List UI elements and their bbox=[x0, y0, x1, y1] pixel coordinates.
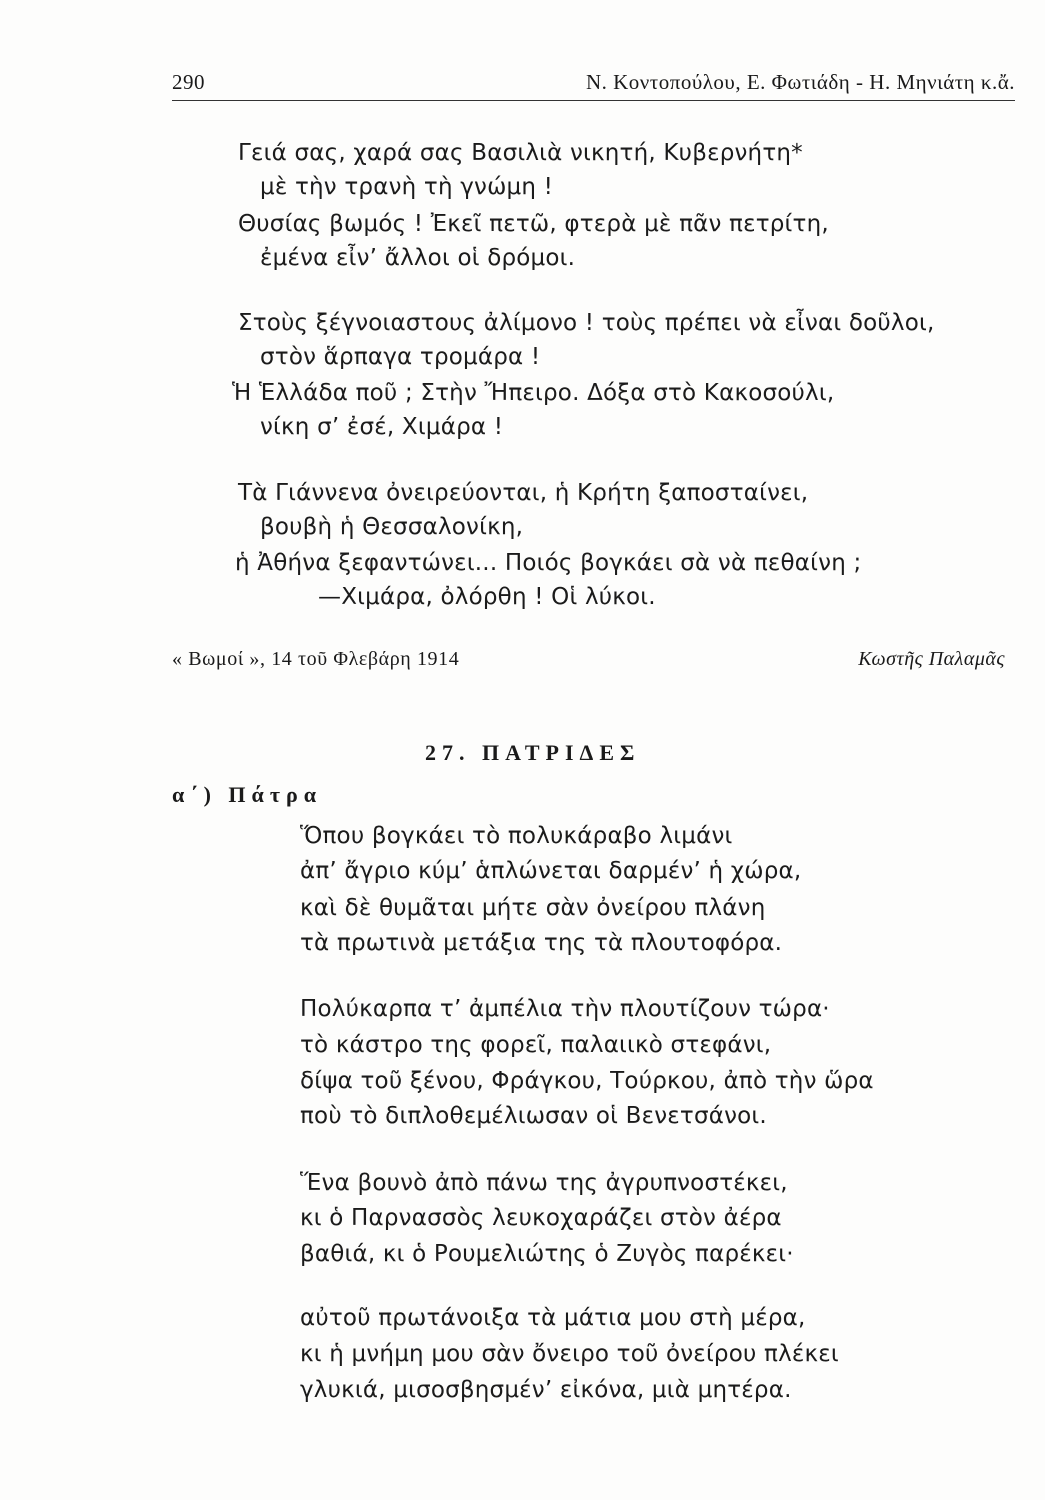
poem-line: γλυκιά, μισοσβησμέν’ εἰκόνα, μιὰ μητέρα. bbox=[300, 1377, 792, 1403]
poem-line: κι ἡ μνήμη μου σὰν ὄνειρο τοῦ ὀνείρου πλέκει bbox=[300, 1341, 839, 1367]
poem-line: Στοὺς ξέγνοιαστους ἀλίμονο ! τοὺς πρέπει νὰ εἶναι δοῦλοι, bbox=[238, 310, 935, 336]
header-rule bbox=[172, 100, 1015, 101]
poem-line: τὸ κάστρο της φορεῖ, παλαιικὸ στεφάνι, bbox=[300, 1032, 772, 1058]
poem-line: στὸν ἅρπαγα τρομάρα ! bbox=[260, 344, 541, 370]
poem-line: αὐτοῦ πρωτάνοιξα τὰ μάτια μου στὴ μέρα, bbox=[300, 1305, 806, 1331]
poem-line: Γειά σας, χαρά σας Βασιλιὰ νικητή, Κυβερνήτη* bbox=[238, 140, 803, 166]
poem-line: Θυσίας βωμός ! Ἐκεῖ πετῶ, φτερὰ μὲ πᾶν πετρίτη, bbox=[238, 211, 829, 237]
poem-line: Τὰ Γιάννενα ὀνειρεύονται, ἡ Κρήτη ξαποσταίνει, bbox=[238, 480, 809, 506]
poem-line: μὲ τὴν τρανὴ τὴ γνώμη ! bbox=[260, 174, 554, 200]
poem-source: « Βωμοί », 14 τοῦ Φλεβάρη 1914 bbox=[172, 648, 460, 670]
poem-line: κι ὁ Παρνασσὸς λευκοχαράζει στὸν ἀέρα bbox=[300, 1205, 782, 1231]
page-header bbox=[172, 70, 1015, 100]
poem-line: ἀπ’ ἄγριο κύμ’ ἁπλώνεται δαρμέν’ ἡ χώρα, bbox=[300, 858, 802, 884]
page-number: 290 bbox=[172, 70, 205, 94]
poem-line: ἐμένα εἶν’ ἄλλοι οἱ δρόμοι. bbox=[260, 245, 576, 271]
poem-line: βαθιά, κι ὁ Ρουμελιώτης ὁ Ζυγὸς παρέκει· bbox=[300, 1241, 794, 1267]
subsection-title: α΄) Πάτρα bbox=[172, 782, 323, 807]
section-title: 27. ΠΑΤΡΙΔΕΣ bbox=[425, 740, 641, 765]
poem-line: Πολύκαρπα τ’ ἀμπέλια τὴν πλουτίζουν τώρα· bbox=[300, 996, 830, 1022]
poem-line: καὶ δὲ θυμᾶται μήτε σὰν ὀνείρου πλάνη bbox=[300, 895, 766, 921]
poem-line: —Χιμάρα, ὀλόρθη ! Οἱ λύκοι. bbox=[318, 584, 656, 610]
poem-line: ἡ Ἀθήνα ξεφαντώνει... Ποιός βογκάει σὰ νὰ πεθαίνη ; bbox=[235, 550, 862, 576]
poem-line: βουβὴ ἡ Θεσσαλονίκη, bbox=[260, 514, 524, 540]
poem-line: νίκη σ’ ἐσέ, Χιμάρα ! bbox=[260, 414, 504, 440]
poem-line: τὰ πρωτινὰ μετάξια της τὰ πλουτοφόρα. bbox=[300, 930, 783, 956]
poem-line: δίψα τοῦ ξένου, Φράγκου, Τούρκου, ἀπὸ τὴν ὥρα bbox=[300, 1068, 874, 1094]
poem-author: Κωστῆς Παλαμᾶς bbox=[858, 648, 1005, 670]
poem-line: Ὅπου βογκάει τὸ πολυκάραβο λιμάνι bbox=[300, 823, 733, 849]
running-title: Ν. Κοντοπούλου, Ε. Φωτιάδη - Η. Μηνιάτη κ.ἄ. bbox=[585, 70, 1015, 94]
poem-line: Ἡ Ἑλλάδα ποῦ ; Στὴν Ἤπειρο. Δόξα στὸ Κακοσούλι, bbox=[232, 380, 835, 406]
poem-line: Ἕνα βουνὸ ἀπὸ πάνω της ἀγρυπνοστέκει, bbox=[300, 1170, 788, 1196]
poem-line: ποὺ τὸ διπλοθεμέλιωσαν οἱ Βενετσάνοι. bbox=[300, 1103, 767, 1129]
